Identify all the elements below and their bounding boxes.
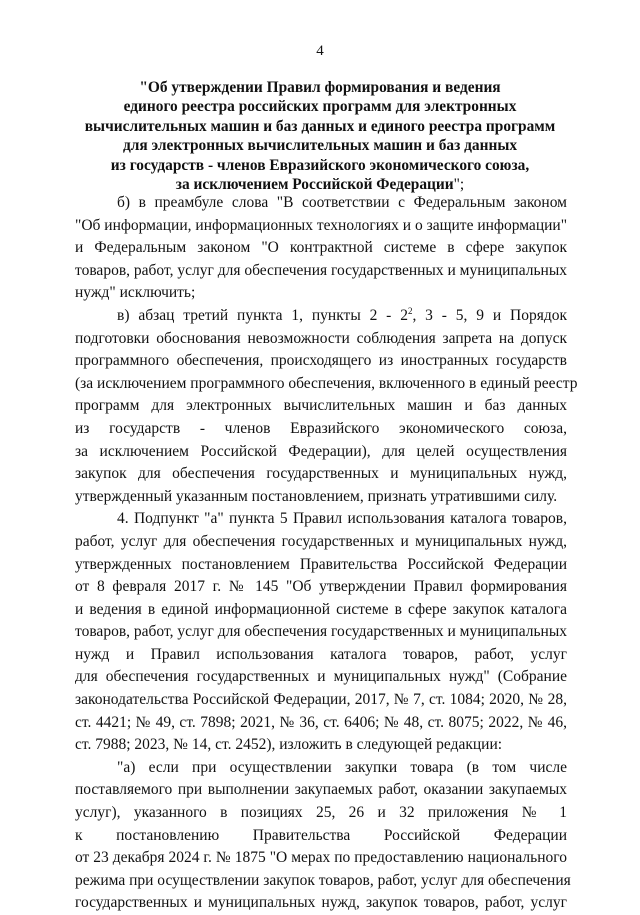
text-line: от 8 февраля 2017 г. № 145 "Об утверждении Правил формирования bbox=[75, 578, 567, 596]
text-line: закупок для обеспечения государственных и муниципальных нужд, bbox=[75, 465, 567, 483]
text-line: подготовки обоснования невозможности соблюдения запрета на допуск bbox=[75, 329, 567, 347]
paragraph-v bbox=[75, 305, 578, 508]
text-line: режима при осуществлении закупок товаров, работ, услуг для обеспечения bbox=[75, 871, 571, 889]
text-line: и ведения в единой информационной системе в сфере закупок каталога bbox=[75, 600, 567, 618]
heading-last-tail: "; bbox=[453, 176, 465, 194]
text-line: ст. 7988; 2023, № 14, ст. 2452), изложить в следующей редакции: bbox=[75, 736, 503, 754]
text-line: услуг), указанного в позициях 25, 26 и 32 приложения № 1 bbox=[75, 804, 567, 822]
text-line: к постановлению Правительства Российской Федерации bbox=[75, 826, 567, 844]
heading-line: из государств - членов Евразийского экономического союза, bbox=[110, 156, 530, 174]
text-line: и Федеральным законом "О контрактной системе в сфере закупок bbox=[75, 239, 567, 257]
text-line: государственных и муниципальных нужд, закупок товаров, работ, услуг bbox=[75, 894, 567, 912]
text-line: 4. Подпункт "а" пункта 5 Правил использования каталога товаров, bbox=[117, 510, 567, 528]
text-line: товаров, работ, услуг для обеспечения государственных и муниципальных bbox=[75, 261, 567, 279]
text-line: ст. 4421; № 49, ст. 7898; 2021, № 36, ст. 6406; № 48, ст. 8075; 2022, № 46, bbox=[75, 713, 567, 731]
text-line: для обеспечения государственных и муниципальных нужд" (Собрание bbox=[75, 668, 567, 686]
text-segment: , 3 - 5, 9 и Порядок bbox=[412, 306, 567, 324]
text-line: товаров, работ, услуг для обеспечения государственных и муниципальных bbox=[75, 623, 567, 641]
text-line: "Об информации, информационных технологиях и о защите информации" bbox=[75, 216, 568, 234]
document-body bbox=[75, 192, 578, 915]
text-line: из государств - членов Евразийского экономического союза, bbox=[75, 419, 567, 437]
text-line: нужд и Правил использования каталога товаров, работ, услуг bbox=[75, 645, 567, 663]
paragraph-a-quote bbox=[75, 757, 571, 915]
heading-line: для электронных вычислительных машин и баз данных bbox=[122, 137, 518, 155]
heading-line: вычислительных машин и баз данных и единого реестра программ bbox=[84, 117, 556, 135]
text-line: за исключением Российской Федерации), для целей осуществления bbox=[75, 442, 567, 460]
heading-last-text: за исключением Российской Федерации bbox=[175, 176, 454, 194]
heading-line: единого реестра российских программ для электронных bbox=[123, 98, 517, 116]
text-line: от 23 декабря 2024 г. № 1875 "О мерах по предоставлению национального bbox=[75, 849, 567, 867]
text-segment: в) абзац третий пункта 1, пункты 2 - 2 bbox=[117, 306, 408, 324]
text-line: работ, услуг для обеспечения государственных и муниципальных нужд, bbox=[75, 532, 567, 550]
text-line: программ для электронных вычислительных машин и баз данных bbox=[75, 397, 567, 415]
document-heading bbox=[70, 78, 570, 194]
text-line: поставляемого при выполнении закупаемых работ, оказании закупаемых bbox=[75, 781, 567, 799]
text-line: утвержденных постановлением Правительства Российской Федерации bbox=[75, 555, 567, 573]
text-line: (за исключением программного обеспечения, включенного в единый реестр bbox=[75, 374, 578, 392]
text-line: "а) если при осуществлении закупки товара (в том числе bbox=[117, 758, 567, 776]
text-line: утвержденный указанным постановлением, признать утратившими силу. bbox=[75, 487, 558, 505]
paragraph-4 bbox=[75, 508, 567, 757]
text-line: законодательства Российской Федерации, 2017, № 7, ст. 1084; 2020, № 28, bbox=[75, 691, 567, 709]
page-number: 4 bbox=[316, 43, 324, 59]
paragraph-b bbox=[75, 192, 567, 305]
superscript: 2 bbox=[407, 305, 413, 316]
text-line: нужд" исключить; bbox=[75, 284, 196, 302]
text-line: программного обеспечения, происходящего из иностранных государств bbox=[75, 352, 567, 370]
text-line-with-superscript bbox=[75, 305, 567, 328]
text-line: б) в преамбуле слова "В соответствии с Федеральным законом bbox=[117, 194, 567, 211]
heading-line: "Об утверждении Правил формирования и ведения bbox=[139, 79, 501, 96]
